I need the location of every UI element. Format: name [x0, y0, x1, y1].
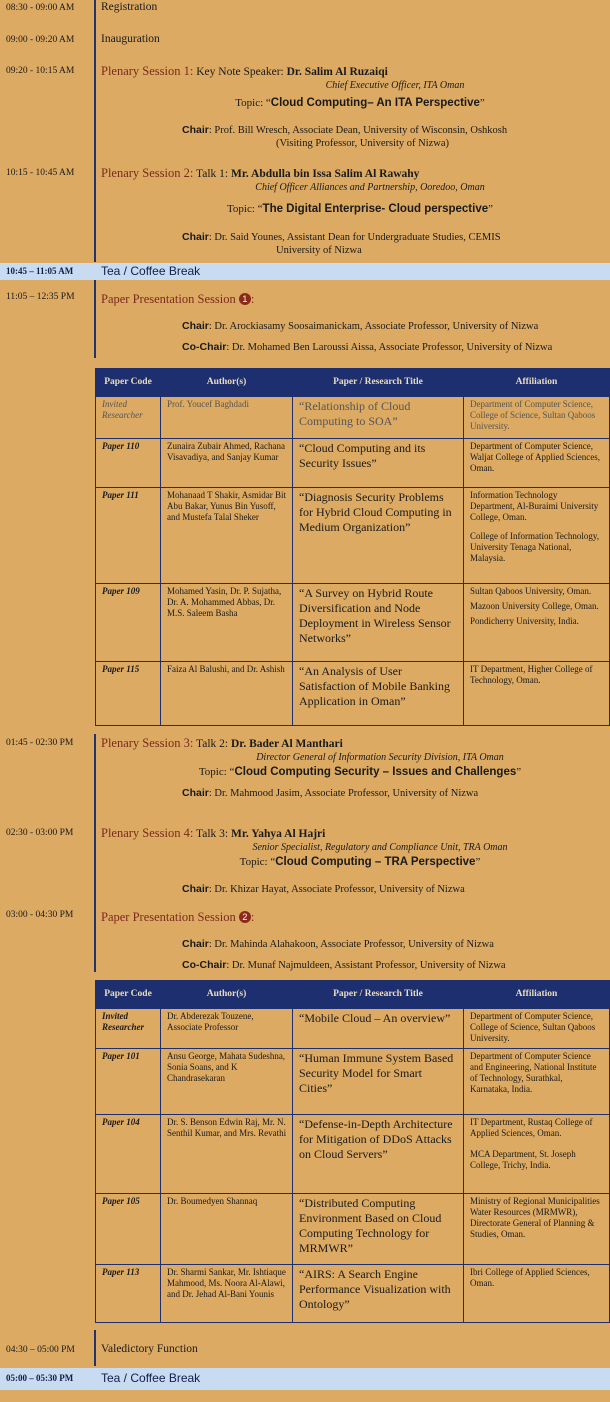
paper-code: Paper 109: [96, 584, 161, 662]
timeline-line: [94, 0, 96, 262]
colon: :: [250, 292, 255, 306]
session-chair: [182, 938, 494, 950]
topic-prefix: Topic: “: [198, 766, 235, 778]
agenda-title: Inauguration: [101, 33, 160, 45]
chair-label: Chair: [182, 938, 209, 950]
session-heading: [101, 64, 388, 79]
break-title: Tea / Coffee Break: [101, 264, 201, 278]
table-row: [96, 439, 610, 488]
session-label: Plenary Session 2:: [101, 166, 194, 180]
paper-affiliation: Department of Computer Science and Engineering, National Institute of Technology, Surathkal, Karnataka, India.: [464, 1049, 610, 1115]
affiliation-line: MCA Department, St. Joseph College, Trichy, India.: [470, 1149, 576, 1170]
paper-code: Invited Researcher: [96, 397, 161, 439]
chair-label: Chair: [182, 124, 209, 136]
session-time: 09:20 - 10:15 AM: [6, 66, 75, 76]
session-label: Paper Presentation Session: [101, 292, 239, 306]
topic-text: Cloud Computing– An ITA Perspective: [270, 97, 480, 109]
session-number-badge: 2: [239, 911, 251, 923]
paper-affiliation: [464, 1115, 610, 1194]
agenda-title: Valedictory Function: [101, 1343, 198, 1355]
break-time: 10:45 – 11:05 AM: [6, 266, 74, 276]
session-time: 02:30 - 03:00 PM: [6, 828, 74, 838]
topic-suffix: ”: [516, 766, 522, 778]
paper-code: Paper 111: [96, 488, 161, 584]
session-topic: [150, 203, 570, 215]
affiliation-line: IT Department, Rustaq College of Applied Sciences, Oman.: [470, 1117, 593, 1138]
table-row: [96, 584, 610, 662]
table-row: [96, 1049, 610, 1115]
agenda-title: Registration: [101, 1, 158, 13]
session-time: 01:45 - 02:30 PM: [6, 738, 74, 748]
paper-authors: Dr. Boumedyen Shannaq: [161, 1194, 293, 1265]
paper-title: “A Survey on Hybrid Route Diversification and Node Deployment in Wireless Sensor Networks”: [293, 584, 464, 662]
table-row: [96, 488, 610, 584]
chair-name: : Dr. Khizar Hayat, Associate Professor, University of Nizwa: [208, 884, 465, 895]
paper-authors: Zunaira Zubair Ahmed, Rachana Visavadiya, and Sanjay Kumar: [161, 439, 293, 488]
speaker-designation: Director General of Information Security Division, ITA Oman: [256, 752, 504, 763]
paper-authors: Dr. Abderezak Touzene, Associate Professor: [161, 1009, 293, 1049]
affiliation-line: Mazoon University College, Oman.: [470, 601, 599, 611]
topic-prefix: Topic: “: [235, 97, 271, 109]
break-time: 05:00 – 05:30 PM: [6, 1373, 74, 1383]
session-cochair: [182, 341, 552, 353]
session-label: Plenary Session 3:: [101, 736, 194, 750]
paper-affiliation: Ministry of Regional Municipalities Water Resources (MRMWR), Directorate General of Planning & Studies, Oman.: [464, 1194, 610, 1265]
affiliation-line: Sultan Qaboos University, Oman.: [470, 586, 592, 596]
speaker-designation: Chief Officer Alliances and Partnership, Ooredoo, Oman: [255, 182, 485, 193]
chair-name: : Dr. Mahmood Jasim, Associate Professor, University of Nizwa: [208, 788, 479, 799]
agenda-time: 09:00 - 09:20 AM: [6, 35, 75, 45]
paper-authors: Mohamed Yasin, Dr. P. Sujatha, Dr. A. Mohammed Abbas, Dr. M.S. Saleem Basha: [161, 584, 293, 662]
paper-affiliation: Department of Computer Science, Waljat College of Applied Sciences, Oman.: [464, 439, 610, 488]
affiliation-line: Information Technology Department, Al-Buraimi University College, Oman.: [470, 490, 599, 522]
session-heading: [101, 910, 254, 925]
chair-label: Chair: [182, 320, 209, 332]
affiliation-line: Pondicherry University, India.: [470, 616, 579, 626]
session-topic: [120, 766, 600, 778]
topic-suffix: ”: [475, 856, 481, 868]
paper-affiliation: Department of Computer Science, College of Science, Sultan Qaboos University.: [464, 397, 610, 439]
agenda-time: 08:30 - 09:00 AM: [6, 3, 75, 13]
paper-affiliation: Ibri College of Applied Sciences, Oman.: [464, 1265, 610, 1323]
paper-authors: Prof. Youcef Baghdadi: [161, 397, 293, 439]
session-chair: [182, 883, 465, 895]
paper-affiliation: [464, 488, 610, 584]
speaker-role: Talk 1:: [193, 168, 231, 180]
paper-title: “Relationship of Cloud Computing to SOA”: [293, 397, 464, 439]
chair-name: : Dr. Said Younes, Assistant Dean for Undergraduate Studies, CEMIS: [208, 232, 501, 243]
agenda-time: 04:30 – 05:00 PM: [6, 1345, 75, 1355]
colon: :: [250, 910, 255, 924]
column-header-code: Paper Code: [96, 981, 161, 1009]
column-header-authors: Author(s): [161, 981, 293, 1009]
topic-prefix: Topic: “: [226, 203, 263, 215]
table-row: [96, 1009, 610, 1049]
paper-affiliation: Department of Computer Science, College of Science, Sultan Qaboos University.: [464, 1009, 610, 1049]
column-header-affiliation: Affiliation: [464, 369, 610, 397]
session-number-badge: 1: [239, 293, 251, 305]
session-topic: [120, 856, 600, 868]
chair-label: Chair: [182, 787, 209, 799]
speaker-name: Mr. Yahya Al Hajri: [231, 828, 326, 840]
cochair-label: Co-Chair: [182, 959, 227, 971]
speaker-role: Key Note Speaker:: [193, 66, 287, 78]
timeline-line: [94, 1330, 96, 1366]
chair-name: : Dr. Arockiasamy Soosaimanickam, Associate Professor, University of Nizwa: [208, 321, 539, 332]
session-heading: [101, 826, 325, 841]
speaker-name: Dr. Bader Al Manthari: [231, 738, 343, 750]
topic-text: The Digital Enterprise- Cloud perspective: [262, 203, 489, 215]
session-chair-affiliation: (Visiting Professor, University of Nizwa): [276, 138, 450, 149]
session-label: Plenary Session 1:: [101, 64, 194, 78]
column-header-authors: Author(s): [161, 369, 293, 397]
session-topic: [150, 97, 570, 109]
table-row: [96, 662, 610, 726]
session-cochair: [182, 959, 506, 971]
chair-name: : Prof. Bill Wresch, Associate Dean, University of Wisconsin, Oshkosh: [208, 125, 508, 136]
affiliation-line: College of Information Technology, University Tenaga National, Malaysia.: [470, 531, 600, 563]
paper-title: “Defense-in-Depth Architecture for Mitigation of DDoS Attacks on Cloud Servers”: [293, 1115, 464, 1194]
session-chair: [182, 231, 501, 243]
papers-table-2: [95, 980, 610, 1323]
table-row: [96, 397, 610, 439]
topic-prefix: Topic: “: [239, 856, 276, 868]
table-row: [96, 1265, 610, 1323]
speaker-role: Talk 2:: [193, 738, 231, 750]
column-header-affiliation: Affiliation: [464, 981, 610, 1009]
column-header-title: Paper / Research Title: [293, 369, 464, 397]
session-chair: [182, 320, 538, 332]
paper-code: Paper 113: [96, 1265, 161, 1323]
paper-code: Paper 104: [96, 1115, 161, 1194]
break-row: [0, 1368, 610, 1390]
paper-authors: Mohanaad T Shakir, Asmidar Bit Abu Bakar, Yunus Bin Yusoff, and Mustefa Talal Sheker: [161, 488, 293, 584]
topic-suffix: ”: [488, 203, 494, 215]
paper-title: “Cloud Computing and its Security Issues”: [293, 439, 464, 488]
cochair-name: : Dr. Mohamed Ben Laroussi Aissa, Associate Professor, University of Nizwa: [226, 342, 553, 353]
topic-text: Cloud Computing Security – Issues and Challenges: [234, 766, 517, 778]
chair-name: : Dr. Mahinda Alahakoon, Associate Professor, University of Nizwa: [208, 939, 494, 950]
table-row: [96, 1194, 610, 1265]
paper-title: “AIRS: A Search Engine Performance Visualization with Ontology”: [293, 1265, 464, 1323]
paper-authors: Dr. Sharmi Sankar, Mr. Ishtiaque Mahmood, Ms. Noora Al-Alawi, and Dr. Jehad Al-Bani Younis: [161, 1265, 293, 1323]
paper-authors: Faiza Al Balushi, and Dr. Ashish: [161, 662, 293, 726]
topic-text: Cloud Computing – TRA Perspective: [275, 856, 476, 868]
paper-code: Paper 110: [96, 439, 161, 488]
chair-label: Chair: [182, 883, 209, 895]
session-chair: [182, 124, 507, 136]
cochair-label: Co-Chair: [182, 341, 227, 353]
paper-title: “Diagnosis Security Problems for Hybrid Cloud Computing in Medium Organization”: [293, 488, 464, 584]
column-header-code: Paper Code: [96, 369, 161, 397]
timeline-line: [94, 280, 96, 358]
session-heading: [101, 292, 254, 307]
session-time: 10:15 - 10:45 AM: [6, 168, 75, 178]
session-time: 03:00 - 04:30 PM: [6, 910, 74, 920]
paper-affiliation: IT Department, Higher College of Technology, Oman.: [464, 662, 610, 726]
paper-authors: Dr. S. Benson Edwin Raj, Mr. N. Senthil Kumar, and Mrs. Revathi: [161, 1115, 293, 1194]
paper-code: Paper 101: [96, 1049, 161, 1115]
column-header-title: Paper / Research Title: [293, 981, 464, 1009]
table-row: [96, 1115, 610, 1194]
papers-table-1: [95, 368, 610, 726]
speaker-designation: Senior Specialist, Regulatory and Compliance Unit, TRA Oman: [252, 842, 508, 853]
chair-label: Chair: [182, 231, 209, 243]
session-label: Plenary Session 4:: [101, 826, 194, 840]
session-chair: [182, 787, 478, 799]
paper-code: Invited Researcher: [96, 1009, 161, 1049]
break-row: [0, 263, 610, 280]
speaker-name: Dr. Salim Al Ruzaiqi: [286, 66, 388, 78]
paper-title: “Distributed Computing Environment Based on Cloud Computing Technology for MRMWR”: [293, 1194, 464, 1265]
timeline-line: [94, 734, 96, 972]
paper-title: “Human Immune System Based Security Model for Smart Cities”: [293, 1049, 464, 1115]
speaker-role: Talk 3:: [193, 828, 231, 840]
speaker-designation: Chief Executive Officer, ITA Oman: [325, 80, 465, 91]
session-time: 11:05 – 12:35 PM: [6, 292, 75, 302]
session-label: Paper Presentation Session: [101, 910, 239, 924]
break-title: Tea / Coffee Break: [101, 1371, 201, 1385]
paper-title: “An Analysis of User Satisfaction of Mobile Banking Application in Oman”: [293, 662, 464, 726]
session-heading: [101, 736, 343, 751]
speaker-name: Mr. Abdulla bin Issa Salim Al Rawahy: [231, 168, 420, 180]
paper-affiliation: [464, 584, 610, 662]
session-chair-affiliation: University of Nizwa: [276, 245, 362, 256]
paper-code: Paper 105: [96, 1194, 161, 1265]
topic-suffix: ”: [479, 97, 485, 109]
cochair-name: : Dr. Munaf Najmuldeen, Assistant Professor, University of Nizwa: [226, 960, 506, 971]
paper-code: Paper 115: [96, 662, 161, 726]
paper-authors: Ansu George, Mahata Sudeshna, Sonia Soans, and K Chandrasekaran: [161, 1049, 293, 1115]
session-heading: [101, 166, 419, 181]
paper-title: “Mobile Cloud – An overview”: [293, 1009, 464, 1049]
